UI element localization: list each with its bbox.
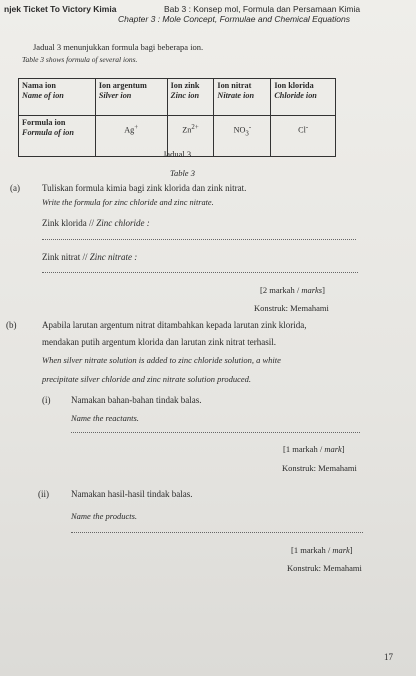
formula-base: Zn — [182, 125, 192, 135]
formula-nitrate-ion — [217, 124, 267, 139]
zinc-nitrate-prompt — [42, 252, 137, 262]
intro-text-ms: Jadual 3 menunjukkan formula bagi beberapa ion. — [33, 42, 204, 52]
marks-en: mark — [324, 444, 342, 454]
zinc-chloride-prompt — [42, 218, 150, 228]
formula-base: Ag — [124, 125, 135, 135]
formula-cell — [214, 116, 271, 157]
answer-line[interactable] — [42, 272, 358, 273]
formula-chloride-ion — [274, 124, 332, 136]
marks-ms: [2 markah / — [260, 285, 302, 295]
question-b-text-en-1: When silver nitrate solution is added to zinc chloride solution, a white — [42, 355, 281, 365]
prompt-en: Zinc nitrate : — [89, 252, 138, 262]
row-label-cell — [19, 116, 96, 157]
marks-bracket: ] — [341, 444, 345, 454]
table-header-cell — [214, 79, 271, 116]
header-en: Zinc ion — [170, 91, 199, 101]
question-b-text-ms-1: Apabila larutan argentum nitrat ditambahkan kepada larutan zink klorida, — [42, 320, 307, 330]
formula-charge: + — [134, 124, 139, 131]
table-header-cell — [271, 79, 336, 116]
construct-label: Konstruk: Memahami — [254, 303, 329, 313]
table-caption-ms: Jadual 3 — [163, 149, 192, 159]
formula-cell — [95, 116, 167, 157]
marks-en: mark — [332, 545, 350, 555]
header-en: Silver ion — [98, 91, 132, 101]
marks-label — [283, 444, 345, 454]
marks-label — [260, 285, 325, 295]
formula-subscript: 3 — [245, 130, 249, 138]
header-ms: Ion klorida — [274, 81, 314, 90]
question-b-text-en-2: precipitate silver chloride and zinc nitrate solution produced. — [42, 374, 252, 384]
table-header-cell — [95, 79, 167, 116]
marks-bracket: ] — [322, 285, 325, 295]
header-en: Name of ion — [22, 91, 64, 101]
header-en: Chloride ion — [274, 91, 317, 101]
table-header-row — [19, 79, 336, 116]
answer-line[interactable] — [71, 432, 360, 433]
question-b-label: (b) — [6, 320, 17, 330]
page-number: 17 — [384, 652, 393, 662]
table-caption-en: Table 3 — [170, 168, 195, 178]
prompt-en: Zinc chloride : — [96, 218, 150, 228]
formula-zinc-ion — [171, 124, 211, 136]
marks-bracket: ] — [349, 545, 353, 555]
header-chapter-ms: Bab 3 : Konsep mol, Formula dan Persamaan Kimia — [164, 4, 361, 14]
prompt-ms: Zink klorida // — [42, 218, 97, 228]
header-ms: Ion argentum — [98, 81, 147, 90]
answer-line[interactable] — [71, 532, 363, 533]
construct-label: Konstruk: Memahami — [282, 463, 357, 473]
part-i-text-en: Name the reactants. — [71, 413, 139, 423]
answer-line[interactable] — [42, 239, 356, 240]
part-ii-text-en: Name the products. — [71, 511, 138, 521]
question-a-text-ms: Tuliskan formula kimia bagi zink klorida dan zink nitrat. — [42, 183, 247, 193]
header-ms: Ion nitrat — [217, 81, 252, 90]
ion-formula-table — [18, 78, 336, 157]
header-en: Nitrate ion — [217, 91, 255, 101]
formula-cell — [271, 116, 336, 157]
question-a-text-en: Write the formula for zinc chloride and zinc nitrate. — [42, 198, 214, 207]
formula-charge: - — [248, 124, 252, 131]
header-chapter-en: Chapter 3 : Mole Concept, Formulae and Chemical Equations — [118, 14, 350, 24]
formula-silver-ion — [99, 124, 164, 136]
formula-base: Cl — [298, 125, 306, 135]
marks-label — [291, 545, 353, 555]
header-ms: Ion zink — [170, 81, 200, 90]
formula-base: NO — [233, 125, 246, 135]
marks-ms: [1 markah / — [283, 444, 325, 454]
part-ii-text-ms: Namakan hasil-hasil tindak balas. — [71, 489, 193, 499]
row-label-ms: Formula ion — [22, 118, 66, 127]
construct-label: Konstruk: Memahami — [287, 563, 362, 573]
question-b-text-ms-2: mendakan putih argentum klorida dan larutan zink nitrat terhasil. — [42, 337, 277, 347]
formula-charge: - — [305, 124, 309, 131]
part-ii-label: (ii) — [38, 489, 49, 499]
table-header-cell — [19, 79, 96, 116]
formula-charge: 2+ — [191, 124, 199, 131]
intro-text-en: Table 3 shows formula of several ions. — [22, 55, 138, 64]
marks-en: marks — [301, 285, 323, 295]
question-a-label: (a) — [10, 183, 20, 193]
prompt-ms: Zink nitrat // — [42, 252, 90, 262]
header-left-title: njek Ticket To Victory Kimia — [4, 4, 117, 14]
row-label-en: Formula of ion — [22, 128, 74, 138]
table-header-cell — [167, 79, 214, 116]
part-i-text-ms: Namakan bahan-bahan tindak balas. — [71, 395, 202, 405]
header-ms: Nama ion — [22, 81, 56, 90]
marks-ms: [1 markah / — [291, 545, 333, 555]
part-i-label: (i) — [42, 395, 51, 405]
